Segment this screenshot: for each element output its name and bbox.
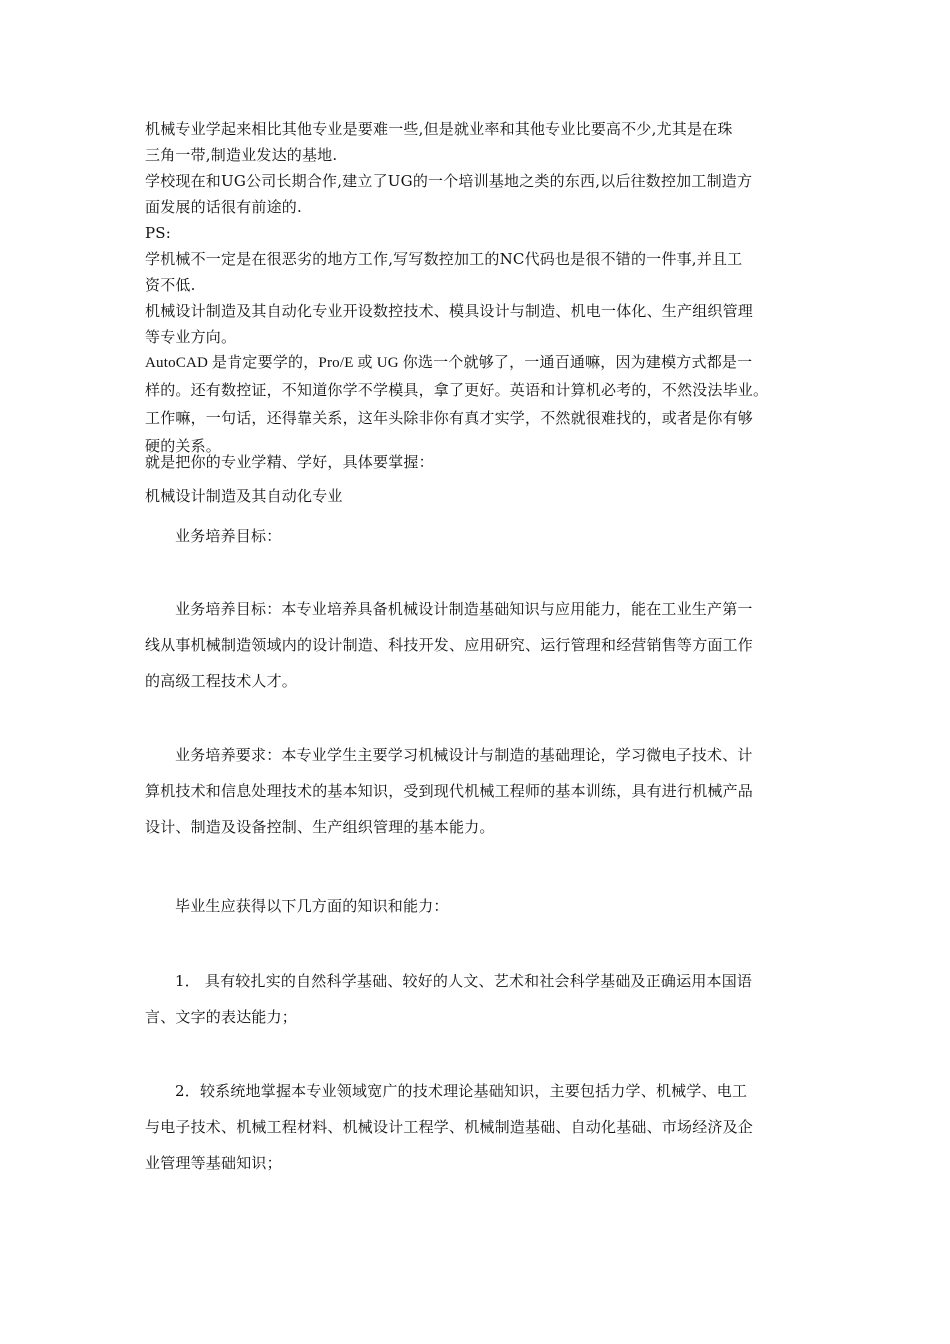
autocad-advice-block xyxy=(145,349,810,461)
text-line: 机械专业学起来相比其他专业是要难一些,但是就业率和其他专业比要高不少,尤其是在珠 xyxy=(145,120,733,138)
text-line: 2．较系统地掌握本专业领域宽广的技术理论基础知识，主要包括力学、机械学、电工 xyxy=(175,1082,748,1100)
text-line: 业管理等基础知识； xyxy=(145,1154,282,1172)
text-line: 硬的关系。 xyxy=(145,439,222,455)
text-line: 机械设计制造及其自动化专业开设数控技术、模具设计与制造、机电一体化、生产组织管理 xyxy=(145,302,754,320)
text-line: 面发展的话很有前途的. xyxy=(145,198,302,216)
text-line: 学机械不一定是在很恶劣的地方工作,写写数控加工的NC代码也是很不错的一件事,并且工 xyxy=(145,250,743,268)
goal-heading: 业务培养目标： xyxy=(175,527,282,545)
list-item xyxy=(145,963,810,1035)
text-line: 算机技术和信息处理技术的基本知识，受到现代机械工程师的基本训练，具有进行机械产品 xyxy=(145,782,754,800)
text-line: 工作嘛，一句话，还得靠关系，这年头除非你有真才实学，不然就很难找的，或者是你有够 xyxy=(145,411,754,427)
text-line: 三角一带,制造业发达的基地. xyxy=(145,146,338,164)
text-line: PS: xyxy=(145,224,172,242)
text-line: 业务培养目标：本专业培养具备机械设计制造基础知识与应用能力，能在工业生产第一 xyxy=(175,600,753,618)
text-line: 设计、制造及设备控制、生产组织管理的基本能力。 xyxy=(145,818,495,836)
text-line: 言、文字的表达能力； xyxy=(145,1008,298,1026)
text-line: 等专业方向。 xyxy=(145,328,237,346)
text-line: 资不低. xyxy=(145,276,196,294)
text-line: 的高级工程技术人才。 xyxy=(145,672,298,690)
goal-paragraph xyxy=(145,591,810,699)
intro-text-block xyxy=(145,116,810,350)
text-line: AutoCAD 是肯定要学的，Pro/E 或 UG 你选一个就够了，一通百通嘛，因为建模方式都是一 xyxy=(145,355,753,371)
text-line: 与电子技术、机械工程材料、机械设计工程学、机械制造基础、自动化基础、市场经济及企 xyxy=(145,1118,754,1136)
list-item xyxy=(145,1073,810,1181)
major-title: 机械设计制造及其自动化专业 xyxy=(145,487,343,505)
text-line: 业务培养要求：本专业学生主要学习机械设计与制造的基础理论，学习微电子技术、计 xyxy=(175,746,753,764)
grasp-line: 就是把你的专业学精、学好，具体要掌握： xyxy=(145,453,434,471)
requirement-paragraph xyxy=(145,737,810,845)
graduates-heading: 毕业生应获得以下几方面的知识和能力： xyxy=(175,897,449,915)
text-line: 1． 具有较扎实的自然科学基础、较好的人文、艺术和社会科学基础及正确运用本国语 xyxy=(175,972,753,990)
text-line: 学校现在和UG公司长期合作,建立了UG的一个培训基地之类的东西,以后往数控加工制造方 xyxy=(145,172,753,190)
text-line: 线从事机械制造领域内的设计制造、科技开发、应用研究、运行管理和经营销售等方面工作 xyxy=(145,636,754,654)
text-line: 样的。还有数控证，不知道你学不学模具，拿了更好。英语和计算机必考的，不然没法毕业。 xyxy=(145,383,769,399)
